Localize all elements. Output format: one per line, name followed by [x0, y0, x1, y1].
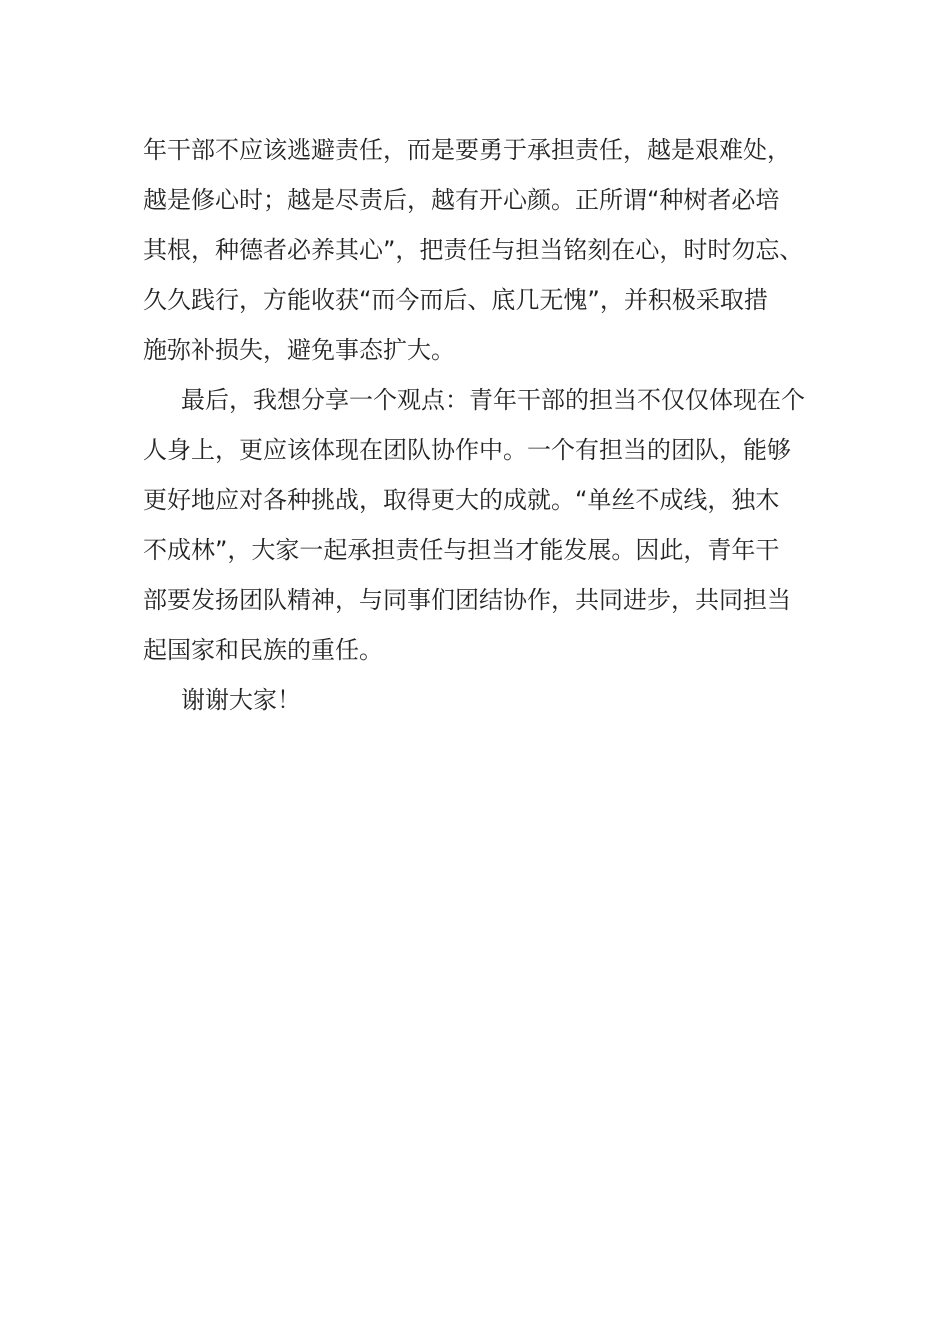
text-line: 其根，种德者必养其心”，把责任与担当铭刻在心，时时勿忘、 — [143, 236, 804, 264]
text-line: 施弥补损失，避免事态扩大。 — [143, 336, 455, 364]
document-body — [143, 125, 823, 725]
text-line: 久久践行，方能收获“而今而后、底几无愧”，并积极采取措 — [143, 286, 768, 314]
text-line: 部要发扬团队精神，与同事们团结协作，共同进步，共同担当 — [143, 586, 791, 614]
text-line: 更好地应对各种挑战，取得更大的成就。“单丝不成线，独木 — [143, 486, 780, 514]
text-line: 越是修心时；越是尽责后，越有开心颜。正所谓“种树者必培 — [143, 186, 780, 214]
paragraph-start-line: 最后，我想分享一个观点：青年干部的担当不仅仅体现在个 — [181, 386, 805, 414]
text-line: 年干部不应该逃避责任，而是要勇于承担责任，越是艰难处， — [143, 136, 791, 164]
text-line: 起国家和民族的重任。 — [143, 636, 383, 664]
text-line: 不成林”，大家一起承担责任与担当才能发展。因此，青年干 — [143, 536, 780, 564]
closing-line: 谢谢大家！ — [181, 686, 301, 714]
text-line: 人身上，更应该体现在团队协作中。一个有担当的团队，能够 — [143, 436, 791, 464]
